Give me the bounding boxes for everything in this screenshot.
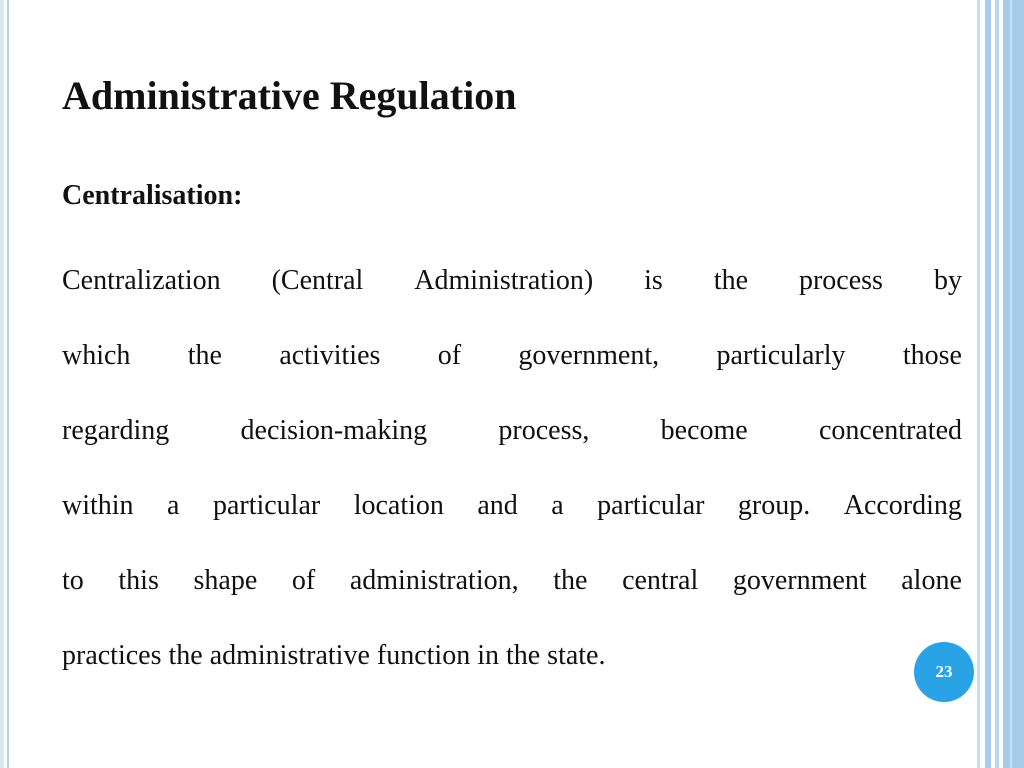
body-word: this xyxy=(118,565,159,596)
body-word: activities xyxy=(279,340,381,371)
right-border-strip xyxy=(977,0,980,768)
body-word: particularly xyxy=(716,340,846,371)
body-word: central xyxy=(622,565,699,596)
body-word: group. xyxy=(737,490,811,521)
body-word: to xyxy=(62,565,84,596)
body-word: which xyxy=(62,340,131,371)
body-paragraph xyxy=(62,243,962,693)
body-word: become xyxy=(660,415,748,446)
body-word: of xyxy=(291,565,316,596)
body-line xyxy=(62,468,962,543)
body-word: Centralization xyxy=(62,265,221,296)
body-word: process, xyxy=(498,415,590,446)
section-heading: Centralisation: xyxy=(62,180,243,211)
right-border-line xyxy=(1010,0,1012,768)
body-word: the xyxy=(553,565,588,596)
right-border-strip xyxy=(995,0,999,768)
body-word: particular xyxy=(212,490,321,521)
body-word: shape xyxy=(193,565,258,596)
right-border-strip xyxy=(985,0,991,768)
body-word: administration, xyxy=(349,565,519,596)
body-word: particular xyxy=(597,490,705,521)
body-line-last: practices the administrative function in the state. xyxy=(62,640,606,671)
body-line xyxy=(62,243,962,318)
body-word: According xyxy=(843,490,962,521)
body-line xyxy=(62,318,962,393)
body-word: Administration) xyxy=(414,265,594,296)
body-word: of xyxy=(437,340,462,371)
body-word: within xyxy=(62,490,134,521)
page-number-badge: 23 xyxy=(914,642,974,702)
body-word: a xyxy=(551,490,564,521)
body-line xyxy=(62,543,962,618)
body-word: government, xyxy=(518,340,660,371)
body-word: government xyxy=(732,565,867,596)
body-word: decision-making xyxy=(240,415,428,446)
slide-title: Administrative Regulation xyxy=(62,73,517,118)
body-word: those xyxy=(902,340,962,371)
body-word: location xyxy=(353,490,444,521)
body-line xyxy=(62,393,962,468)
body-word: concentrated xyxy=(818,415,962,446)
body-word: process xyxy=(798,265,883,296)
body-word: regarding xyxy=(62,415,170,446)
body-word: is xyxy=(644,265,663,296)
body-word: the xyxy=(713,265,749,296)
body-word: a xyxy=(167,490,180,521)
left-border-line xyxy=(7,0,9,768)
body-word: and xyxy=(477,490,518,521)
left-border-strip xyxy=(0,0,4,768)
body-word: the xyxy=(187,340,222,371)
body-word: alone xyxy=(901,565,962,596)
body-word: (Central xyxy=(271,265,364,296)
right-border-band xyxy=(1003,0,1024,768)
body-word: by xyxy=(933,265,962,296)
